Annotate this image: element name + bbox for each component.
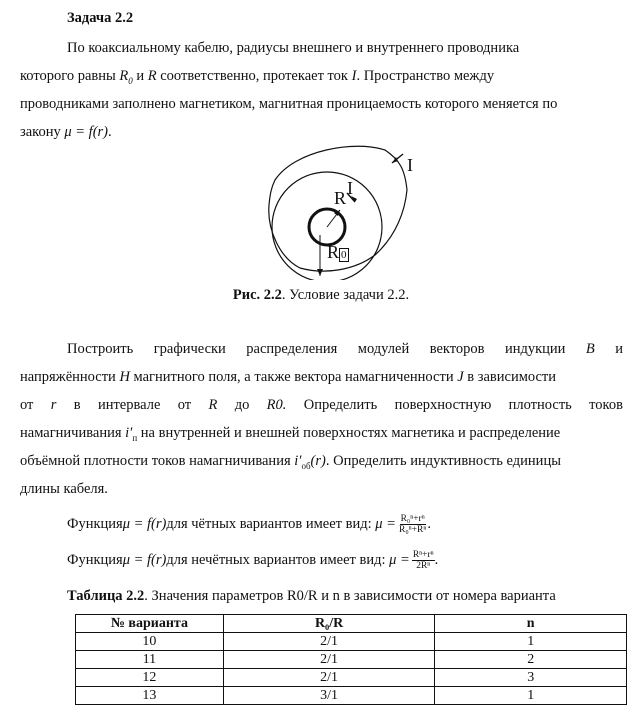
para1-line1: По коаксиальному кабелю, радиусы внешнего и внутреннего проводника [67, 40, 520, 56]
para1-line4: закону μ = f(r). [20, 124, 112, 140]
header-n: n [435, 615, 627, 633]
table-row [76, 669, 627, 687]
cell-ratio: 2/1 [223, 669, 435, 687]
table-header-row [76, 615, 627, 633]
cell-n: 2 [435, 651, 627, 669]
header-ratio: R₀/R [223, 615, 435, 633]
outer-circle [272, 172, 382, 280]
para2-line5: объёмной плотности токов намагничивания $i'_{об}(r)$. Определить индуктивность единицы [20, 453, 561, 471]
para2-line3: от r в интервале от R до R0. Определить поверхностную плотность токов [20, 397, 623, 413]
para1-line3: проводниками заполнено магнетиком, магнитная проницаемость которого меняется по [20, 96, 558, 112]
cell-ratio: 2/1 [223, 651, 435, 669]
function-even: Функция μ = f(r) для чётных вариантов имеет вид: μ = $\frac{\text{R₀ⁿ+rⁿ}}{\text{R₀ⁿ+Rⁿ}}$ . [67, 514, 431, 535]
para2-line4: намагничивания $i'_п$ на внутренней и внешней поверхностях магнетика и распределение [20, 425, 561, 443]
label-R0: R 0 [327, 242, 347, 262]
cell-n: 3 [435, 669, 627, 687]
label-I-outer: I [407, 155, 413, 175]
cell-variant: 10 [76, 633, 224, 651]
table-row [76, 687, 627, 705]
problem-heading: Задача 2.2 [67, 10, 134, 26]
cell-n: 1 [435, 687, 627, 705]
figure-caption: Рис. 2.2. Условие задачи 2.2. [232, 287, 410, 303]
para2-line6: длины кабеля. [20, 481, 108, 497]
cell-ratio: 2/1 [223, 633, 435, 651]
cell-variant: 11 [76, 651, 224, 669]
para2-line1: Построить графически распределения модулей векторов индукции B и [67, 341, 623, 357]
cell-variant: 13 [76, 687, 224, 705]
table-row [76, 651, 627, 669]
cell-variant: 12 [76, 669, 224, 687]
function-odd: Функция μ = f(r) для нечётных вариантов имеет вид: μ = $\frac{\text{Rⁿ+rⁿ}}{\text{2Rⁿ}}$ . [67, 550, 439, 571]
para1-line2: которого равны $R_0$ и R соответственно, протекает ток I. Пространство между [20, 68, 495, 86]
label-R: R [334, 188, 347, 208]
label-I-inner: I [347, 178, 353, 198]
coax-figure [255, 140, 435, 280]
table-row [76, 633, 627, 651]
table-caption: Таблица 2.2. Значения параметров R0/R и n в зависимости от номера варианта [67, 588, 556, 604]
variant-table [75, 614, 627, 705]
cell-n: 1 [435, 633, 627, 651]
header-variant: № варианта [76, 615, 224, 633]
para2-line2: напряжённости H магнитного поля, а также вектора намагниченности J в зависимости [20, 369, 557, 385]
cell-ratio: 3/1 [223, 687, 435, 705]
